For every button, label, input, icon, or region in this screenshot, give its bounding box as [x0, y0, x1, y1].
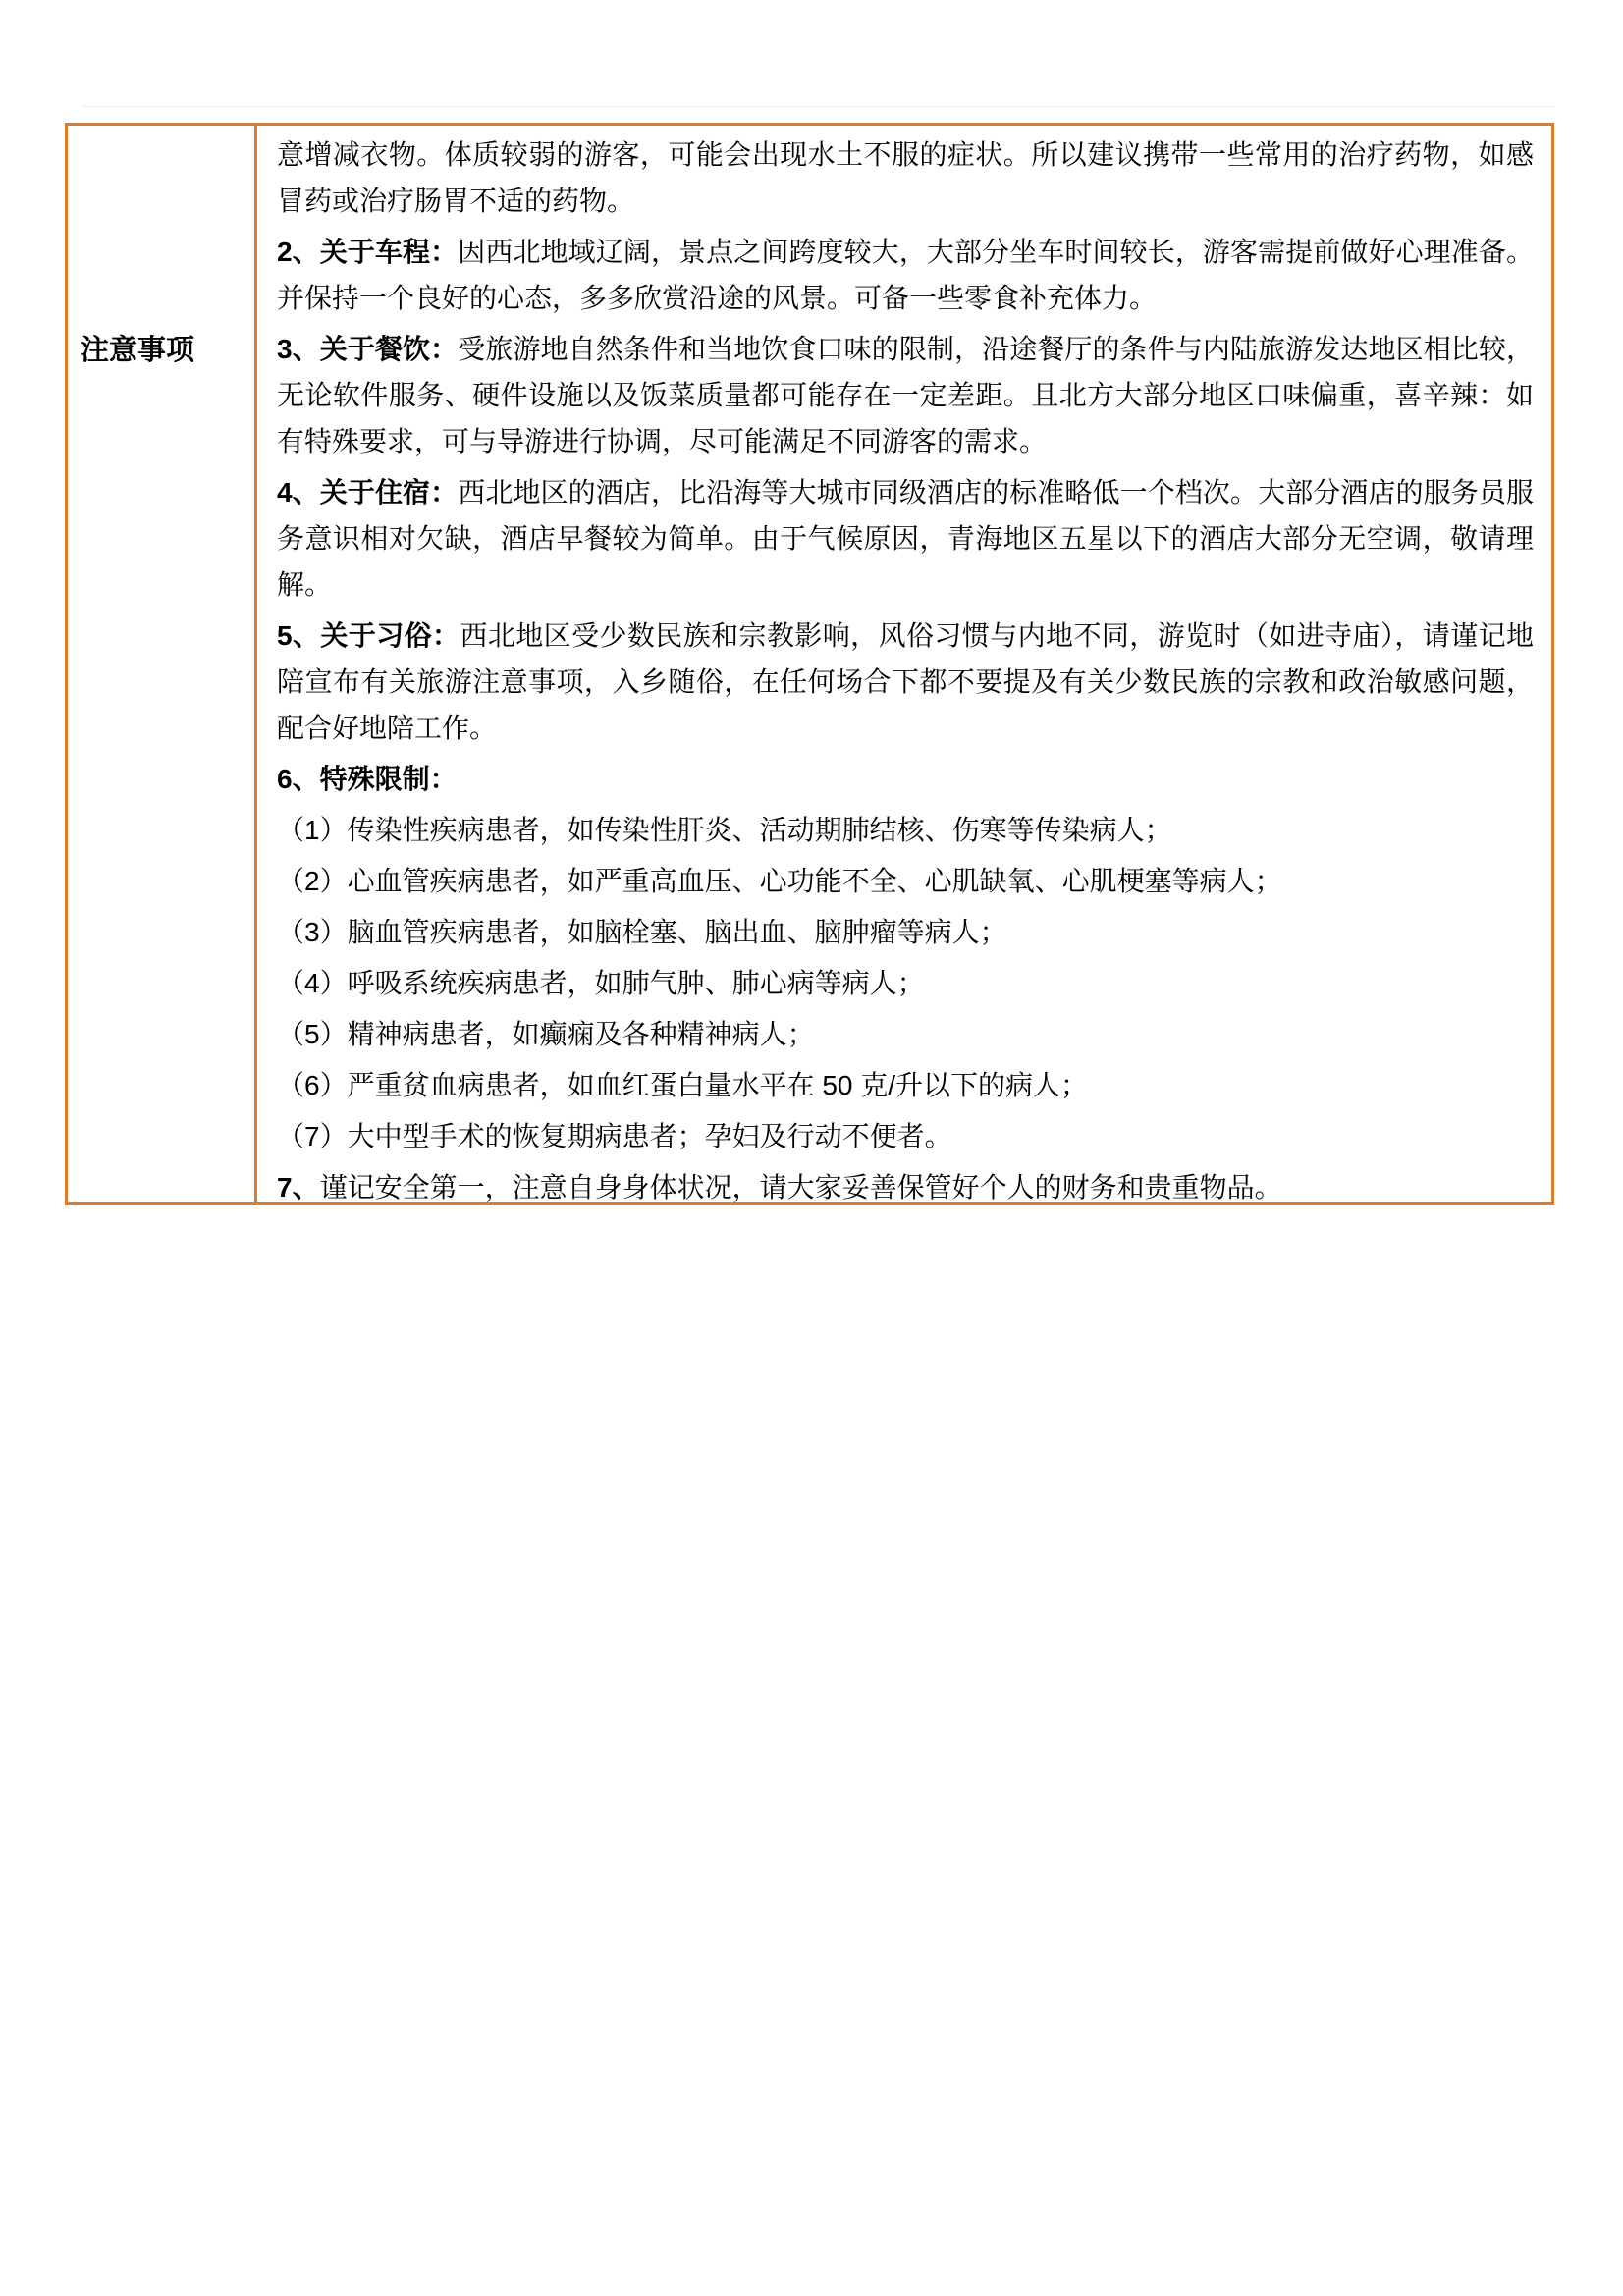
note-text: （4）呼吸系统疾病患者，如肺气肿、肺心病等病人； — [277, 968, 925, 998]
note-paragraph — [277, 1164, 1534, 1202]
note-text: 受旅游地自然条件和当地饮食口味的限制，沿途餐厅的条件与内陆旅游发达地区相比较，无论软件服务、硬件设施以及饭菜质量都可能存在一定差距。且北方大部分地区口味偏重，喜辛辣：如有特殊要求，可与导游进行协调，尽可能满足不同游客的需求。 — [277, 334, 1534, 456]
note-paragraph — [277, 469, 1534, 608]
note-heading: 5、关于习俗： — [277, 620, 460, 651]
note-text: （1）传染性疾病患者，如传染性肝炎、活动期肺结核、伤寒等传染病人； — [277, 815, 1172, 845]
note-paragraph — [277, 132, 1534, 224]
note-text: 因西北地域辽阔，景点之间跨度较大，大部分坐车时间较长，游客需提前做好心理准备。并保持一个良好的心态，多多欣赏沿途的风景。可备一些零食补充体力。 — [277, 237, 1534, 313]
note-text: （6）严重贫血病患者，如血红蛋白量水平在 50 克/升以下的病人； — [277, 1070, 1089, 1100]
notes-table — [65, 123, 1554, 1205]
row-header-label: 注意事项 — [81, 335, 195, 366]
note-paragraph — [277, 756, 1534, 802]
note-text: （7）大中型手术的恢复期病患者；孕妇及行动不便者。 — [277, 1121, 952, 1151]
note-text: （5）精神病患者，如癫痫及各种精神病人； — [277, 1019, 815, 1049]
note-paragraph — [277, 858, 1534, 904]
row-header-cell — [68, 126, 257, 1202]
note-paragraph — [277, 807, 1534, 853]
note-heading: 4、关于住宿： — [277, 477, 459, 507]
note-text: （2）心血管疾病患者，如严重高血压、心功能不全、心肌缺氧、心肌梗塞等病人； — [277, 866, 1282, 896]
note-paragraph — [277, 960, 1534, 1006]
note-heading: 6、特殊限制： — [277, 764, 458, 794]
note-text: 意增减衣物。体质较弱的游客，可能会出现水土不服的症状。所以建议携带一些常用的治疗药物，如感冒药或治疗肠胃不适的药物。 — [277, 139, 1534, 216]
note-paragraph — [277, 1062, 1534, 1108]
note-heading: 3、关于餐饮： — [277, 334, 459, 364]
note-paragraph — [277, 1113, 1534, 1159]
note-paragraph — [277, 909, 1534, 955]
note-text: 西北地区的酒店，比沿海等大城市同级酒店的标准略低一个档次。大部分酒店的服务员服务意识相对欠缺，酒店早餐较为简单。由于气候原因，青海地区五星以下的酒店大部分无空调，敬请理解。 — [277, 477, 1534, 600]
note-text: 谨记安全第一，注意自身身体状况，请大家妥善保管好个人的财务和贵重物品。 — [319, 1172, 1282, 1202]
note-paragraph — [277, 326, 1534, 464]
note-paragraph — [277, 613, 1534, 751]
note-paragraph — [277, 229, 1534, 321]
note-heading: 2、关于车程： — [277, 237, 459, 267]
note-text: （3）脑血管疾病患者，如脑栓塞、脑出血、脑肿瘤等病人； — [277, 917, 1007, 947]
page-divider-line — [83, 106, 1553, 107]
notes-content-cell — [257, 126, 1551, 1202]
note-heading: 7、 — [277, 1172, 320, 1202]
note-text: 西北地区受少数民族和宗教影响，风俗习惯与内地不同，游览时（如进寺庙），请谨记地陪宣布有关旅游注意事项，入乡随俗，在任何场合下都不要提及有关少数民族的宗教和政治敏感问题，配合好地陪工作。 — [277, 620, 1534, 743]
note-paragraph — [277, 1011, 1534, 1057]
